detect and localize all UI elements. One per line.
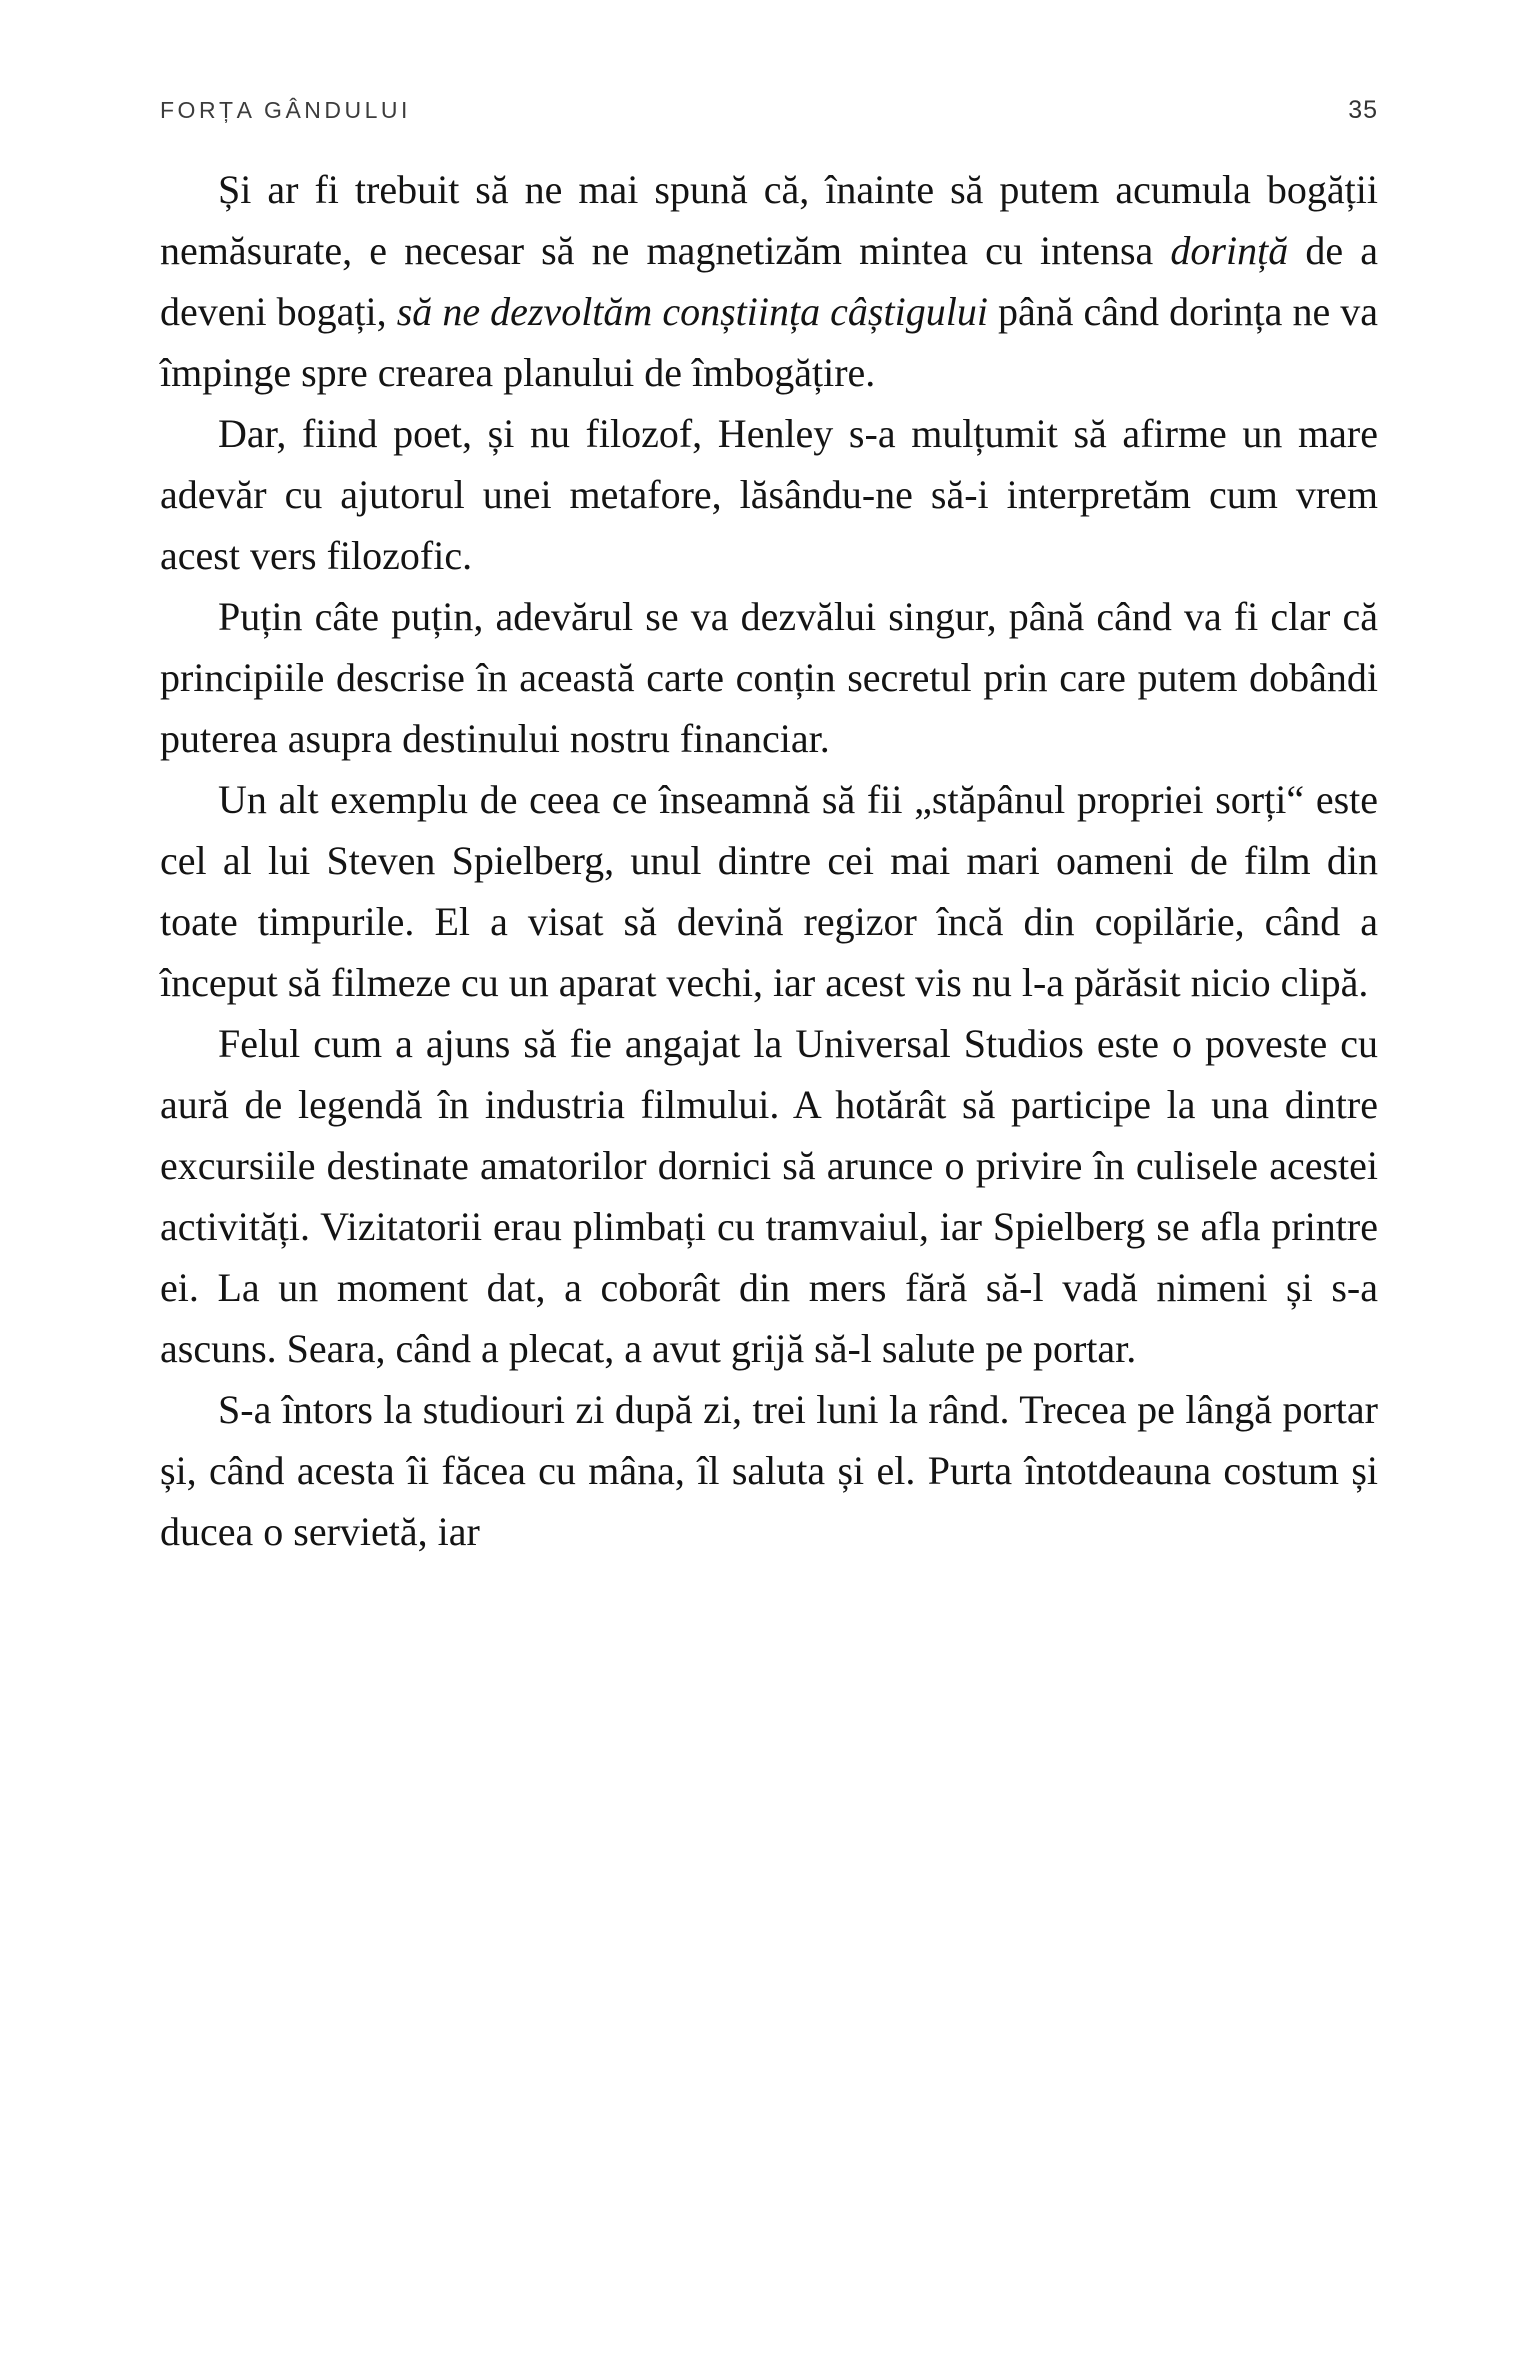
paragraph-2	[160, 403, 1378, 586]
page-body	[160, 159, 1378, 1562]
text-segment: până când dorința ne va împinge spre crearea planului de îmbogățire.	[160, 289, 1379, 395]
text-segment: Puțin câte puțin, adevărul se va dezvălui singur, până când va fi clar că principiile descrise în această carte conțin secretul prin care putem dobândi puterea asupra destinului nostru financiar.	[160, 594, 1378, 761]
text-segment: Un alt exemplu de ceea ce înseamnă să fii „stăpânul propriei sorți“ este cel al lui Steven Spielberg, unul dintre cei mai mari oameni de film din toate timpurile. El a visat să devină regizor încă din copilărie, când a început să filmeze cu un aparat vechi, iar acest vis nu l-a părăsit nicio clipă.	[160, 777, 1378, 1005]
text-segment: Dar, fiind poet, și nu filozof, Henley s-a mulțumit să afirme un mare adevăr cu ajutorul unei metafore, lăsându-ne să-i interpretăm cum vrem acest vers filozofic.	[160, 411, 1378, 578]
paragraph-5	[160, 1013, 1378, 1379]
paragraph-1	[160, 159, 1378, 403]
text-segment-italic: dorință	[1170, 228, 1289, 273]
text-segment: de a deveni bogați,	[160, 228, 1378, 334]
paragraph-3	[160, 586, 1378, 769]
paragraph-6	[160, 1379, 1378, 1562]
running-head: FORȚA GÂNDULUI	[160, 97, 411, 123]
paragraph-4	[160, 769, 1378, 1013]
text-segment: Și ar fi trebuit să ne mai spună că, înainte să putem acumula bogății nemăsurate, e necesar să ne magnetizăm mintea cu intensa	[160, 167, 1378, 273]
page-header	[160, 96, 1378, 125]
text-segment-italic: să ne dezvoltăm conștiința câștigului	[396, 289, 988, 334]
text-segment: S-a întors la studiouri zi după zi, trei luni la rând. Trecea pe lângă portar și, când acesta îi făcea cu mâna, îl saluta și el. Purta întotdeauna costum și ducea o servietă, iar	[160, 1387, 1378, 1554]
page-number: 35	[1348, 96, 1378, 124]
text-segment: Felul cum a ajuns să fie angajat la Universal Studios este o poveste cu aură de legendă în industria filmului. A hotărât să participe la una dintre excursiile destinate amatorilor dornici să arunce o privire în culisele acestei activități. Vizitatorii erau plimbați cu tramvaiul, iar Spielberg se afla printre ei. La un moment dat, a coborât din mers fără să-l vadă nimeni și s-a ascuns. Seara, când a plecat, a avut grijă să-l salute pe portar.	[160, 1021, 1378, 1371]
